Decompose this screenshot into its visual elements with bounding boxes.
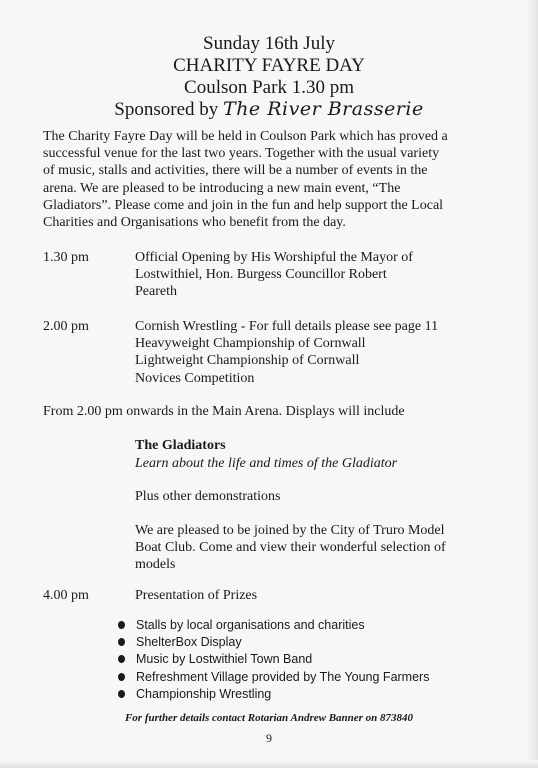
- event-title: CHARITY FAYRE DAY: [173, 55, 365, 76]
- intro-line: successful venue for the last two years. Together with the usual variety: [43, 146, 440, 162]
- gladiators-subtitle: Learn about the life and times of the Gladiator: [135, 456, 398, 471]
- opening-line: Official Opening by His Worshipful the Mayor of: [135, 250, 413, 265]
- opening-line: Peareth: [135, 284, 177, 300]
- bullet-icon: [118, 621, 125, 629]
- opening-description: [135, 249, 515, 301]
- page-number: 9: [266, 731, 272, 745]
- bullet-icon: [118, 655, 125, 663]
- wrestling-line: Cornish Wrestling - For full details please see page 11: [135, 319, 439, 334]
- list-item: Music by Lostwithiel Town Band: [118, 651, 429, 668]
- prizes-text: Presentation of Prizes: [135, 588, 258, 603]
- gladiators-title: The Gladiators: [135, 438, 226, 453]
- other-demonstrations: Plus other demonstrations: [135, 489, 281, 504]
- wrestling-line: Heavyweight Championship of Cornwall: [135, 336, 366, 352]
- intro-paragraph: [43, 128, 513, 231]
- wrestling-line: Lightweight Championship of Cornwall: [135, 353, 360, 369]
- arena-intro: From 2.00 pm onwards in the Main Arena. Displays will include: [43, 404, 405, 419]
- opening-line: Lostwithiel, Hon. Burgess Councillor Robert: [135, 267, 387, 283]
- boat-club-line: Boat Club. Come and view their wonderful selection of: [135, 540, 446, 556]
- intro-line: The Charity Fayre Day will be held in Coulson Park which has proved a: [43, 129, 448, 144]
- sponsored-prefix: Sponsored by: [114, 99, 219, 120]
- wrestling-time: 2.00 pm: [43, 319, 89, 334]
- bullet-icon: [118, 690, 125, 698]
- list-item: Championship Wrestling: [118, 686, 429, 703]
- boat-club-text: [135, 522, 515, 574]
- wrestling-description: [135, 318, 515, 387]
- opening-time: 1.30 pm: [43, 250, 89, 265]
- list-item: ShelterBox Display: [118, 634, 429, 651]
- intro-line: of music, stalls and activities, there will be a number of events in the: [43, 163, 428, 179]
- attractions-list: [118, 617, 429, 703]
- contact-footer: For further details contact Rotarian Andrew Banner on 873840: [124, 712, 414, 724]
- boat-club-line: We are pleased to be joined by the City of Truro Model: [135, 523, 445, 538]
- prizes-time: 4.00 pm: [43, 588, 89, 603]
- intro-line: Charities and Organisations who benefit from the day.: [43, 215, 346, 231]
- intro-line: arena. We are pleased to be introducing a new main event, “The: [43, 180, 401, 196]
- event-venue: Coulson Park 1.30 pm: [184, 77, 354, 98]
- intro-line: Gladiators”. Please come and join in the fun and help support the Local: [43, 197, 444, 213]
- event-date: Sunday 16th July: [203, 33, 335, 54]
- bullet-icon: [118, 673, 125, 681]
- sponsor-name: The River Brasserie: [223, 98, 424, 120]
- wrestling-line: Novices Competition: [135, 370, 255, 386]
- boat-club-line: models: [135, 557, 176, 573]
- sponsor-line: [0, 96, 538, 123]
- list-item: Refreshment Village provided by The Young Farmers: [118, 669, 429, 686]
- list-item: Stalls by local organisations and charities: [118, 617, 429, 634]
- page-bottom-shadow: [0, 760, 538, 768]
- bullet-icon: [118, 638, 125, 646]
